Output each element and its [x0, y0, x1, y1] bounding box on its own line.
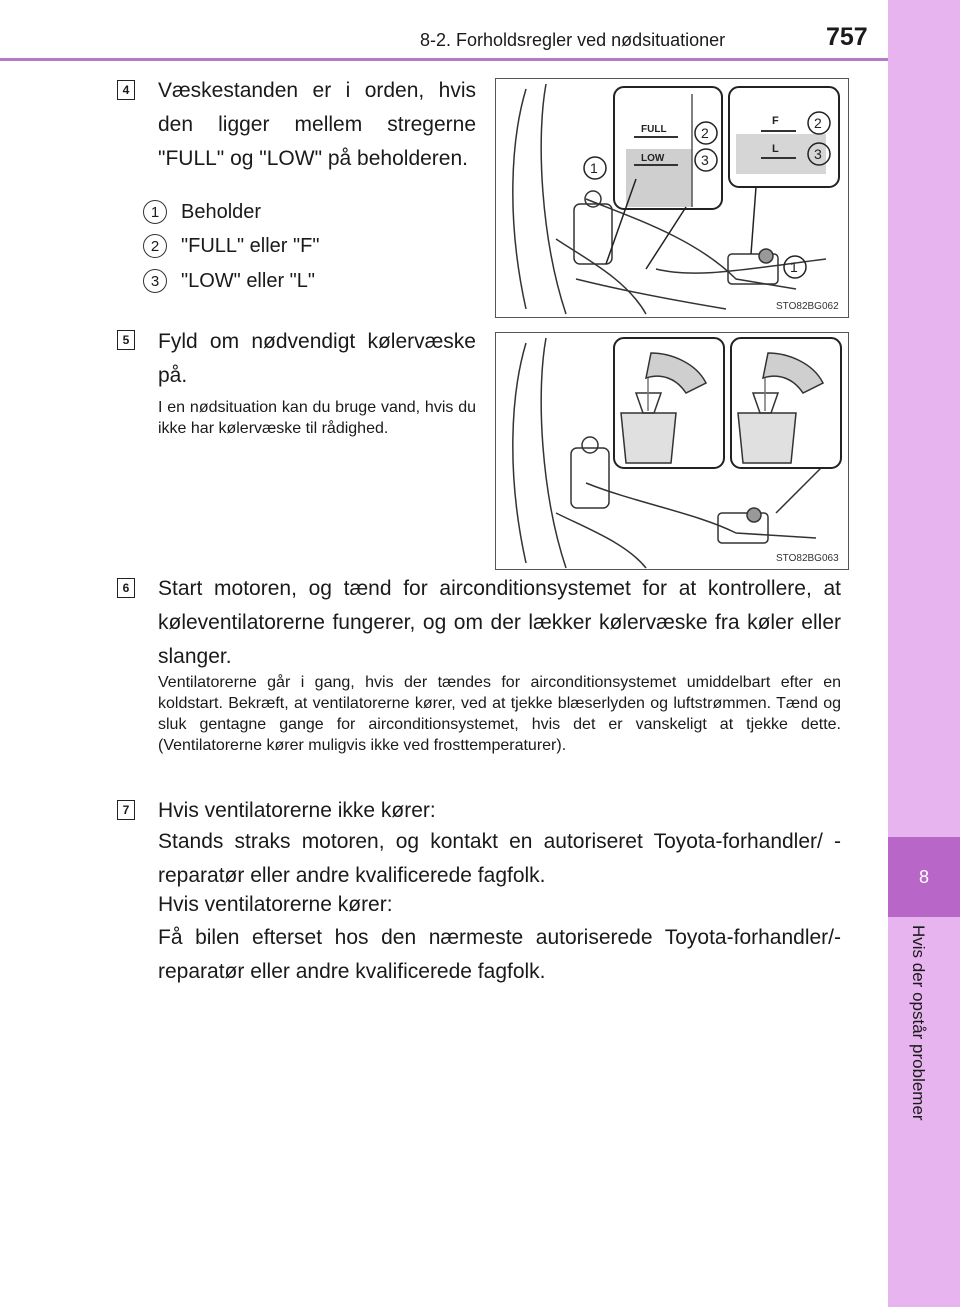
step4-text: Væskestanden er i orden, hvis den ligger mellem stregerne "FULL" og "LOW" på beholderen.: [158, 79, 476, 170]
callout-number: 1: [790, 259, 798, 275]
callout-number: 1: [143, 200, 167, 224]
page-number: 757: [826, 23, 868, 51]
chapter-number: 8: [888, 837, 960, 917]
callout-number: 2: [701, 125, 709, 141]
list-item-label: Beholder: [181, 200, 262, 223]
header-divider: [0, 58, 888, 61]
step-badge-4: 4: [117, 80, 135, 100]
step7-line1: Hvis ventilatorerne ikke kører:: [158, 799, 436, 822]
step6-note: Ventilatorerne går i gang, hvis der tændes for airconditionsystemet umiddelbart efter en koldstart. Bekræft, at ventilatorerne kører, ved at tjekke blæserlyden og luftstrømmen. Tænd og sluk gentagne gange for airconditionsystemet, hvis det er vanskeligt at tjekke dette. (Ventilatorerne kører muligvis ikke ved frosttemperaturer).: [158, 674, 841, 754]
full-label: FULL: [641, 124, 667, 135]
coolant-reservoir-illustration: [495, 78, 849, 318]
step6-text: Start motoren, og tænd for airconditionsystemet for at kontrollere, at køleventilatorerne fungerer, og om der lækker kølervæske fra køler eller slanger.: [158, 577, 841, 668]
figure-code: STO82BG063: [776, 553, 839, 564]
chapter-title: Hvis der opstår problemer: [909, 925, 928, 1121]
callout-number: 3: [814, 146, 822, 162]
refill-coolant-illustration: [495, 332, 849, 570]
callout-number: 1: [590, 160, 598, 176]
step7-line3: Hvis ventilatorerne kører:: [158, 893, 393, 916]
step-badge-7: 7: [117, 800, 135, 820]
list-item: [143, 233, 319, 259]
f-label: F: [772, 115, 779, 127]
callout-number: 2: [143, 234, 167, 258]
step7-line4: Få bilen efterset hos den nærmeste autoriserede Toyota-forhandler/-reparatør eller andre kvalificerede fagfolk.: [158, 926, 841, 983]
engine-bay-drawing: [496, 79, 848, 317]
step-badge-6: 6: [117, 578, 135, 598]
list-item-label: "FULL" eller "F": [181, 234, 320, 257]
list-item: [143, 199, 261, 225]
list-item-label: "LOW" eller "L": [181, 269, 315, 292]
step5-note: I en nødsituation kan du bruge vand, hvis du ikke har kølervæske til rådighed.: [158, 399, 476, 437]
list-item: [143, 268, 315, 294]
figure-code: STO82BG062: [776, 301, 839, 312]
callout-number: 3: [701, 152, 709, 168]
step5-text: Fyld om nødvendigt kølervæske på.: [158, 330, 476, 387]
step7-line2: Stands straks motoren, og kontakt en autoriseret Toyota-forhandler/ -reparatør eller andre kvalificerede fagfolk.: [158, 830, 841, 887]
section-title: 8-2. Forholdsregler ved nødsituationer: [420, 30, 726, 50]
callout-number: 2: [814, 115, 822, 131]
step-badge-5: 5: [117, 330, 135, 350]
low-label: LOW: [641, 153, 665, 164]
l-label: L: [772, 143, 779, 155]
refill-drawing: [496, 333, 848, 569]
callout-number: 3: [143, 269, 167, 293]
